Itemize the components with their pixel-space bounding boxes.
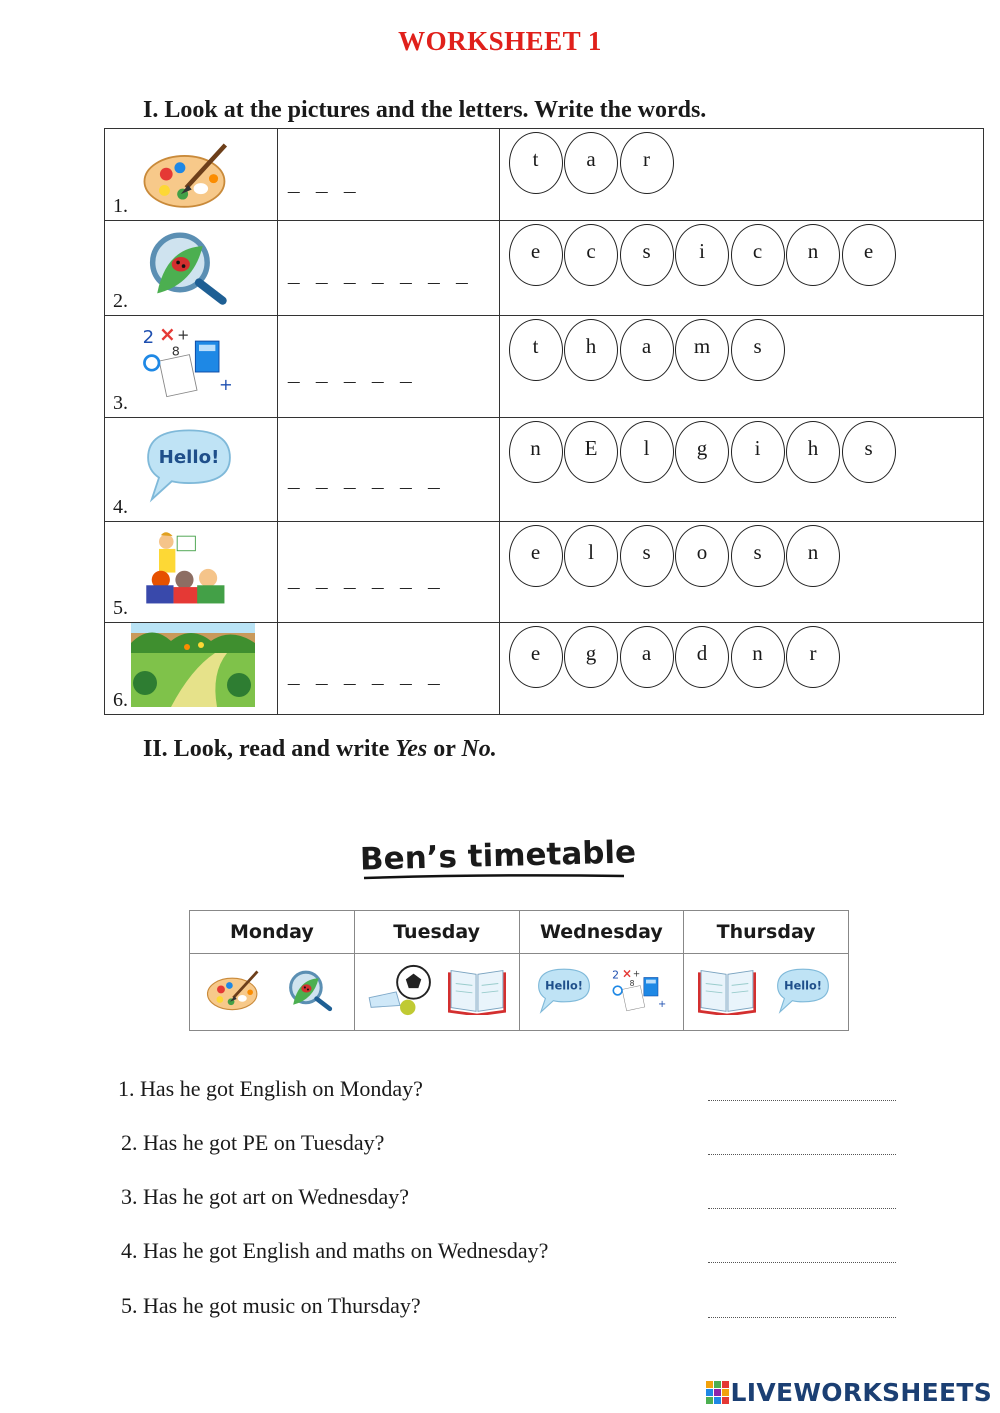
letter-bubble: d bbox=[675, 626, 729, 688]
answer-cell bbox=[277, 129, 499, 221]
exercise1-row bbox=[105, 221, 984, 316]
letter-bubbles bbox=[509, 525, 842, 587]
exercise1-row bbox=[105, 316, 984, 418]
sports-ball-icon bbox=[367, 963, 435, 1021]
svg-text:2: 2 bbox=[142, 326, 155, 348]
letter-bubbles bbox=[509, 132, 676, 194]
timetable-day-thursday: Thursday bbox=[684, 911, 849, 954]
svg-text:×: × bbox=[621, 966, 632, 981]
maths-symbols-icon bbox=[610, 965, 670, 1019]
item-number: 5. bbox=[113, 597, 128, 619]
letter-bubble: n bbox=[731, 626, 785, 688]
timetable bbox=[189, 910, 849, 1031]
answer-cell bbox=[277, 221, 499, 316]
teacher-class-icon bbox=[139, 528, 249, 610]
answer-blank[interactable]: _ _ _ bbox=[287, 175, 358, 198]
worksheet-title: WORKSHEET 1 bbox=[398, 26, 602, 56]
letter-bubble: a bbox=[620, 319, 674, 381]
timetable-subjects bbox=[354, 954, 519, 1031]
picture-cell bbox=[105, 418, 278, 522]
letters-cell bbox=[499, 221, 983, 316]
letter-bubble: e bbox=[509, 626, 563, 688]
hello-speech-bubble-icon bbox=[533, 966, 595, 1018]
svg-text:Hello!: Hello! bbox=[784, 979, 822, 993]
letter-bubble: e bbox=[509, 224, 563, 286]
timetable-day-monday: Monday bbox=[190, 911, 355, 954]
question-2: 2. Has he got PE on Tuesday? bbox=[121, 1130, 385, 1155]
letter-bubble: r bbox=[786, 626, 840, 688]
liveworksheets-logo bbox=[705, 1378, 992, 1407]
timetable-subjects bbox=[684, 954, 849, 1031]
letter-bubble: h bbox=[786, 421, 840, 483]
item-number: 3. bbox=[113, 392, 128, 414]
letter-bubble: l bbox=[564, 525, 618, 587]
timetable-day-wednesday: Wednesday bbox=[519, 911, 684, 954]
letter-bubble: r bbox=[620, 132, 674, 194]
paint-palette-icon bbox=[204, 967, 266, 1017]
picture-cell bbox=[105, 221, 278, 316]
timetable-title: Ben’s timetable bbox=[359, 834, 637, 878]
letter-bubble: E bbox=[564, 421, 618, 483]
letter-bubble: g bbox=[564, 626, 618, 688]
timetable-subjects bbox=[519, 954, 684, 1031]
svg-text:+: + bbox=[657, 998, 667, 1010]
answer-blank[interactable]: _ _ _ _ _ bbox=[287, 365, 414, 388]
magnifier-leaf-icon bbox=[139, 227, 249, 309]
maths-symbols-icon bbox=[139, 322, 249, 404]
paint-palette-icon bbox=[139, 135, 249, 217]
exercise1-table bbox=[104, 128, 984, 715]
picture-cell bbox=[105, 623, 278, 715]
question-3: 3. Has he got art on Wednesday? bbox=[121, 1184, 410, 1209]
answer-blank[interactable]: _ _ _ _ _ _ bbox=[287, 667, 442, 690]
answer-line-5[interactable] bbox=[708, 1317, 896, 1318]
letter-bubble: e bbox=[842, 224, 896, 286]
answer-cell bbox=[277, 418, 499, 522]
timetable-day-tuesday: Tuesday bbox=[354, 911, 519, 954]
svg-text:8: 8 bbox=[629, 979, 635, 989]
letter-bubble: g bbox=[675, 421, 729, 483]
garden-icon bbox=[131, 623, 241, 705]
answer-blank[interactable]: _ _ _ _ _ _ _ bbox=[287, 266, 470, 289]
letter-bubble: t bbox=[509, 319, 563, 381]
letter-bubble: i bbox=[731, 421, 785, 483]
letter-bubbles bbox=[509, 421, 898, 483]
letter-bubble: s bbox=[842, 421, 896, 483]
section1-heading: I. Look at the pictures and the letters. Write the words. bbox=[143, 97, 707, 123]
letters-cell bbox=[499, 129, 983, 221]
svg-text:×: × bbox=[159, 322, 176, 347]
svg-text:+: + bbox=[219, 375, 233, 395]
open-book-icon bbox=[698, 965, 756, 1019]
picture-cell bbox=[105, 522, 278, 623]
magnifier-leaf-icon bbox=[283, 966, 339, 1018]
letters-cell bbox=[499, 418, 983, 522]
question-5: 5. Has he got music on Thursday? bbox=[121, 1293, 421, 1318]
svg-text:Hello!: Hello! bbox=[545, 979, 583, 993]
letter-bubble: s bbox=[620, 224, 674, 286]
letter-bubble: c bbox=[564, 224, 618, 286]
letter-bubble: n bbox=[786, 525, 840, 587]
item-number: 6. bbox=[113, 689, 128, 711]
question-4: 4. Has he got English and maths on Wednesday? bbox=[121, 1238, 549, 1263]
letters-cell bbox=[499, 522, 983, 623]
svg-text:8: 8 bbox=[171, 343, 180, 359]
svg-text:+: + bbox=[632, 969, 641, 980]
exercise1-row bbox=[105, 418, 984, 522]
answer-cell bbox=[277, 623, 499, 715]
answer-cell bbox=[277, 316, 499, 418]
picture-cell bbox=[105, 316, 278, 418]
letter-bubble: t bbox=[509, 132, 563, 194]
svg-text:+: + bbox=[177, 327, 190, 344]
logo-mark-icon bbox=[705, 1380, 731, 1406]
exercise1-row bbox=[105, 129, 984, 221]
letter-bubble: s bbox=[620, 525, 674, 587]
letter-bubble: o bbox=[675, 525, 729, 587]
letter-bubbles bbox=[509, 319, 787, 381]
item-number: 1. bbox=[113, 195, 128, 217]
item-number: 4. bbox=[113, 496, 128, 518]
logo-text: LIVEWORKSHEETS bbox=[730, 1378, 992, 1407]
letter-bubble: a bbox=[620, 626, 674, 688]
picture-cell bbox=[105, 129, 278, 221]
answer-cell bbox=[277, 522, 499, 623]
letter-bubble: h bbox=[564, 319, 618, 381]
open-book-icon bbox=[448, 965, 506, 1019]
hello-speech-bubble-icon bbox=[139, 424, 249, 506]
exercise1-row bbox=[105, 623, 984, 715]
hello-speech-bubble-icon bbox=[772, 966, 834, 1018]
item-number: 2. bbox=[113, 290, 128, 312]
letter-bubble: s bbox=[731, 525, 785, 587]
question-1: 1. Has he got English on Monday? bbox=[118, 1076, 423, 1101]
exercise1-row bbox=[105, 522, 984, 623]
svg-text:Hello!: Hello! bbox=[158, 447, 220, 469]
answer-line-4[interactable] bbox=[708, 1262, 896, 1263]
letter-bubble: c bbox=[731, 224, 785, 286]
section2-heading: II. Look, read and write Yes or No. bbox=[143, 736, 497, 762]
letter-bubbles bbox=[509, 626, 842, 688]
letter-bubble: n bbox=[786, 224, 840, 286]
answer-blank[interactable]: _ _ _ _ _ _ bbox=[287, 571, 442, 594]
letter-bubble: s bbox=[731, 319, 785, 381]
timetable-underline bbox=[362, 874, 626, 880]
letter-bubble: n bbox=[509, 421, 563, 483]
answer-line-3[interactable] bbox=[708, 1208, 896, 1209]
svg-text:2: 2 bbox=[611, 968, 619, 982]
letter-bubble: l bbox=[620, 421, 674, 483]
letters-cell bbox=[499, 623, 983, 715]
letter-bubble: i bbox=[675, 224, 729, 286]
answer-line-1[interactable] bbox=[708, 1100, 896, 1101]
letter-bubble: a bbox=[564, 132, 618, 194]
answer-blank[interactable]: _ _ _ _ _ _ bbox=[287, 471, 442, 494]
letters-cell bbox=[499, 316, 983, 418]
letter-bubble: m bbox=[675, 319, 729, 381]
answer-line-2[interactable] bbox=[708, 1154, 896, 1155]
letter-bubble: e bbox=[509, 525, 563, 587]
timetable-subjects bbox=[190, 954, 355, 1031]
letter-bubbles bbox=[509, 224, 898, 286]
